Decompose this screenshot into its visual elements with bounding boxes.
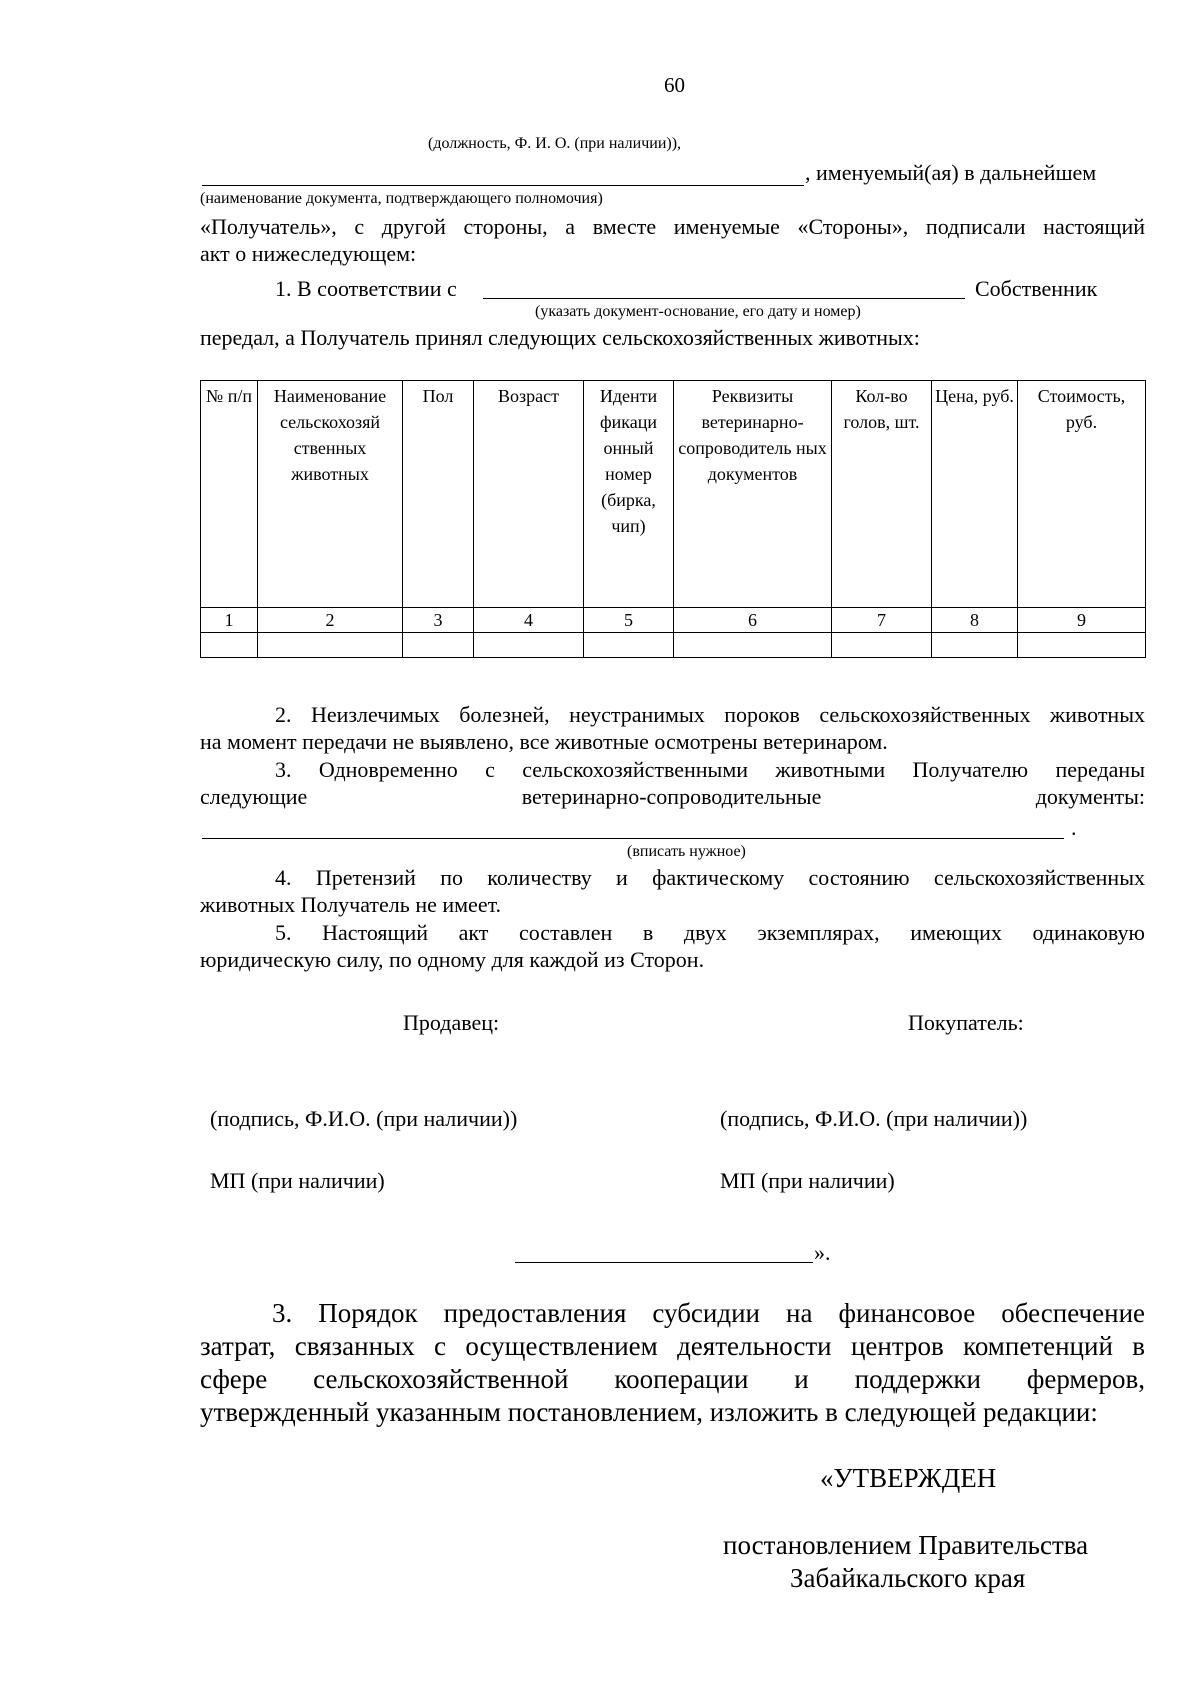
empty-cell: [258, 633, 403, 658]
header-cost: Стоимость, руб.: [1018, 381, 1146, 608]
empty-cell: [584, 633, 674, 658]
seller-label: Продавец:: [403, 1010, 500, 1035]
buyer-stamp: МП (при наличии): [720, 1168, 895, 1193]
authority-doc-line: [202, 185, 804, 186]
page-number: 60: [664, 73, 685, 97]
section3-line-2: затрат, связанных с осуществлением деятельности центров компетенций в: [200, 1331, 1145, 1361]
empty-cell: [201, 633, 258, 658]
header-price: Цена, руб.: [932, 381, 1018, 608]
item4-line-2: животных Получатель не имеет.: [200, 892, 502, 917]
named-suffix: , именуемый(ая) в дальнейшем: [805, 160, 1097, 185]
empty-cell: [832, 633, 932, 658]
empty-cell: [474, 633, 584, 658]
approval-line-2: Забайкальского края: [790, 1563, 1026, 1593]
column-number: 5: [584, 608, 674, 633]
hint-position: (должность, Ф. И. О. (при наличии)),: [428, 135, 682, 152]
item3-line-2: следующие ветеринарно-сопроводительные документы:: [200, 784, 1145, 809]
item2-line-2: на момент передачи не выявлено, все животные осмотрены ветеринаром.: [200, 729, 888, 754]
item1-prefix: 1. В соответствии с: [275, 276, 457, 301]
column-number: 3: [403, 608, 474, 633]
table-number-row: [201, 608, 1146, 633]
header-sex: Пол: [403, 381, 474, 608]
column-number: 4: [474, 608, 584, 633]
header-vet-documents: Реквизиты ветеринарно-сопроводитель ных документов: [674, 381, 832, 608]
seller-stamp: МП (при наличии): [210, 1168, 385, 1193]
buyer-signature-hint: (подпись, Ф.И.О. (при наличии)): [720, 1106, 1028, 1131]
section3-line-3: сфере сельскохозяйственной кооперации и поддержки фермеров,: [200, 1364, 1145, 1394]
empty-cell: [1018, 633, 1146, 658]
column-number: 8: [932, 608, 1018, 633]
header-age: Возраст: [474, 381, 584, 608]
empty-cell: [403, 633, 474, 658]
section3-line-1: [272, 1298, 1145, 1329]
header-id-number: Иденти фикаци онный номер (бирка, чип): [584, 381, 674, 608]
table-empty-row: [201, 633, 1146, 658]
section3-line-4: утвержденный указанным постановлением, изложить в следующей редакции:: [200, 1397, 1098, 1427]
empty-cell: [932, 633, 1018, 658]
column-number: 7: [832, 608, 932, 633]
header-number: № п/п: [201, 381, 258, 608]
buyer-label: Покупатель:: [908, 1010, 1024, 1035]
hint-fill-in: (вписать нужное): [627, 843, 746, 860]
header-animal-name: Наименование сельскохозяй ственных животных: [258, 381, 403, 608]
hint-basis-document: (указать документ-основание, его дату и номер): [535, 303, 861, 320]
intro-line-1: «Получатель», с другой стороны, а вместе именуемые «Стороны», подписали настоящий: [200, 214, 1145, 239]
animals-table: [200, 380, 1146, 658]
intro-line-2: акт о нижеследующем:: [200, 241, 417, 266]
header-head-count: Кол-во голов, шт.: [832, 381, 932, 608]
item5-line-2: юридическую силу, по одному для каждой из Сторон.: [200, 947, 705, 972]
closing-quote: ».: [814, 1240, 831, 1265]
column-number: 9: [1018, 608, 1146, 633]
closing-line: [515, 1262, 813, 1263]
documents-line: [202, 838, 1064, 839]
item1-suffix: Собственник: [975, 276, 1098, 301]
documents-line-dot: .: [1071, 815, 1077, 840]
seller-signature-hint: (подпись, Ф.И.О. (при наличии)): [210, 1106, 518, 1131]
basis-document-line: [483, 298, 965, 299]
section3-line-1-text: 3. Порядок предоставления субсидии на финансовое обеспечение: [272, 1298, 1145, 1328]
approval-title: «УТВЕРЖДЕН: [820, 1463, 997, 1493]
item5-line-1: 5. Настоящий акт составлен в двух экземплярах, имеющих одинаковую: [275, 920, 1145, 945]
column-number: 1: [201, 608, 258, 633]
table-header-row: [201, 381, 1146, 608]
item4-line-1: 4. Претензий по количеству и фактическому состоянию сельскохозяйственных: [275, 865, 1145, 890]
empty-cell: [674, 633, 832, 658]
column-number: 6: [674, 608, 832, 633]
approval-line-1: постановлением Правительства: [723, 1530, 1089, 1560]
column-number: 2: [258, 608, 403, 633]
item1-line-2: передал, а Получатель принял следующих сельскохозяйственных животных:: [200, 325, 920, 350]
hint-authority-doc: (наименование документа, подтверждающего полномочия): [200, 190, 603, 207]
item3-line-1: 3. Одновременно с сельскохозяйственными животными Получателю переданы: [275, 757, 1145, 782]
item2-line-1: 2. Неизлечимых болезней, неустранимых пороков сельскохозяйственных животных: [275, 702, 1145, 727]
